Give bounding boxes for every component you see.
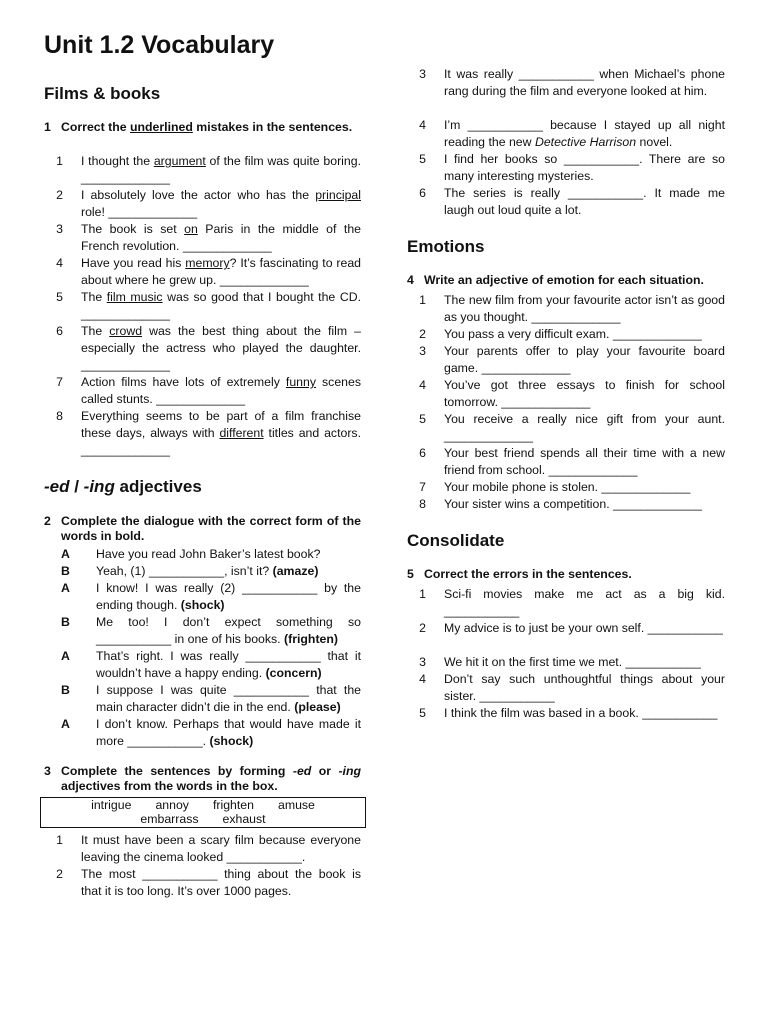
exercise-3-item: 5 I find her books so ___________. There are so many interesting mysteries. [407, 151, 725, 185]
dialogue-line: A I don’t know. Perhaps that would have made it more ___________. (shock) [61, 717, 361, 748]
exercise-5-instruction: 5 Correct the errors in the sentences. [407, 567, 632, 581]
exercise-1-item: 7 Action films have lots of extremely funny scenes called stunts. _____________ [44, 374, 361, 408]
exercise-1-item: 4 Have you read his memory? It’s fascinating to read about where he grew up. _____________ [44, 255, 361, 289]
item-number: 3 [419, 67, 426, 81]
item-number: 4 [56, 256, 63, 270]
item-number: 1 [56, 833, 63, 847]
exercise-2-instruction: 2 Complete the dialogue with the correct form of the words in bold. [44, 514, 361, 543]
exercise-5-item: 5 I think the film was based in a book. ___________ [407, 705, 725, 722]
item-number: 2 [56, 867, 63, 881]
item-number: 5 [56, 290, 63, 304]
item-number: 3 [419, 344, 426, 358]
exercise-1-item: 2 I absolutely love the actor who has the principal role! _____________ [44, 187, 361, 221]
speaker-label: B [61, 615, 70, 629]
exercise-4-item: 7 Your mobile phone is stolen. _____________ [407, 479, 725, 496]
box-word: frighten [212, 798, 254, 812]
section-heading-consolidate: Consolidate [407, 531, 505, 550]
item-number: 5 [419, 706, 426, 720]
dialogue-line: A Have you read John Baker’s latest book? [61, 547, 321, 561]
item-number: 2 [419, 621, 426, 635]
exercise-1-item: 8 Everything seems to be part of a film franchise these days, always with different titles and actors. _____________ [44, 408, 361, 459]
exercise-4-item: 5 You receive a really nice gift from your aunt. _____________ [407, 411, 725, 445]
item-number: 5 [419, 152, 426, 166]
box-word: amuse [277, 798, 315, 812]
exercise-1-item: 6 The crowd was the best thing about the film – especially the actress who played the daughter. _____________ [44, 323, 361, 374]
item-number: 6 [56, 324, 63, 338]
item-number: 1 [419, 587, 426, 601]
exercise-3-item: 2 The most ___________ thing about the book is that it is too long. It’s over 1000 pages. [44, 866, 361, 900]
exercise-5-item: 1 Sci-fi movies make me act as a big kid. ___________ [407, 586, 725, 620]
speaker-label: A [61, 581, 70, 595]
item-number: 2 [56, 188, 63, 202]
section-heading-emotions: Emotions [407, 237, 485, 256]
speaker-label: A [61, 717, 70, 731]
item-number: 3 [419, 655, 426, 669]
exercise-1-item: 1 I thought the argument of the film was quite boring. _____________ [44, 153, 361, 187]
exercise-5-item: 3 We hit it on the first time we met. ___________ [407, 654, 725, 671]
section-heading-ed-ing-adjectives: -ed / -ing adjectives [44, 477, 202, 496]
exercise-3-instruction: 3 Complete the sentences by forming -ed or -ing adjectives from the words in the box. [44, 764, 361, 793]
exercise-4-item: 3 Your parents offer to play your favourite board game. _____________ [407, 343, 725, 377]
box-word: intrigue [91, 798, 132, 812]
dialogue-line: A That’s right. I was really ___________ that it wouldn’t have a happy ending. (concern) [61, 649, 361, 680]
dialogue-line: A I know! I was really (2) ___________ by the ending though. (shock) [61, 581, 361, 612]
exercise-4-item: 4 You’ve got three essays to finish for school tomorrow. _____________ [407, 377, 725, 411]
dialogue-line: B I suppose I was quite ___________ that the main character didn’t die in the end. (please) [61, 683, 361, 714]
exercise-3-item: 1 It must have been a scary film because everyone leaving the cinema looked ___________. [44, 832, 361, 866]
speaker-label: B [61, 564, 70, 578]
page-title: Unit 1.2 Vocabulary [44, 31, 275, 59]
exercise-5-item: 4 Don’t say such unthoughtful things about your sister. ___________ [407, 671, 725, 705]
exercise-3-item: 6 The series is really ___________. It made me laugh out loud quite a lot. [407, 185, 725, 219]
speaker-label: A [61, 649, 70, 663]
exercise-4-item: 2 You pass a very difficult exam. _____________ [407, 326, 725, 343]
item-number: 7 [56, 375, 63, 389]
box-word: exhaust [222, 812, 266, 826]
exercise-5-item: 2 My advice is to just be your own self. ___________ [407, 620, 725, 637]
exercise-4-instruction: 4 Write an adjective of emotion for each situation. [407, 273, 704, 287]
speaker-label: A [61, 547, 70, 561]
item-number: 4 [419, 672, 426, 686]
exercise-4-item: 6 Your best friend spends all their time with a new friend from school. _____________ [407, 445, 725, 479]
item-number: 3 [56, 222, 63, 236]
exercise-1-item: 5 The film music was so good that I bought the CD. _____________ [44, 289, 361, 323]
exercise-4-item: 8 Your sister wins a competition. _____________ [407, 496, 725, 513]
item-number: 1 [419, 293, 426, 307]
exercise-4-item: 1 The new film from your favourite actor isn’t as good as you thought. _____________ [407, 292, 725, 326]
exercise-number: 1 [44, 120, 51, 134]
speaker-label: B [61, 683, 70, 697]
item-number: 1 [56, 154, 63, 168]
item-number: 7 [419, 480, 426, 494]
dialogue-line: B Yeah, (1) ___________, isn’t it? (amaze) [61, 564, 319, 578]
item-number: 2 [419, 327, 426, 341]
dialogue-line: B Me too! I don’t expect something so ___________ in one of his books. (frighten) [61, 615, 361, 646]
word-box [40, 797, 366, 828]
exercise-1-item: 3 The book is set on Paris in the middle of the French revolution. _____________ [44, 221, 361, 255]
item-number: 6 [419, 446, 426, 460]
item-number: 8 [419, 497, 426, 511]
exercise-3-item: 3 It was really ___________ when Michael’s phone rang during the film and everyone looked at him. [407, 66, 725, 100]
exercise-3-item: 4 I’m ___________ because I stayed up all night reading the new Detective Harrison novel. [407, 117, 725, 151]
item-number: 6 [419, 186, 426, 200]
exercise-1-instruction: 1 Correct the underlined mistakes in the sentences. [44, 120, 353, 134]
box-word: embarrass [140, 812, 199, 826]
section-heading-films-books: Films & books [44, 84, 161, 103]
item-number: 8 [56, 409, 63, 423]
item-number: 4 [419, 118, 426, 132]
item-number: 5 [419, 412, 426, 426]
box-word: annoy [155, 798, 189, 812]
item-number: 4 [419, 378, 426, 392]
